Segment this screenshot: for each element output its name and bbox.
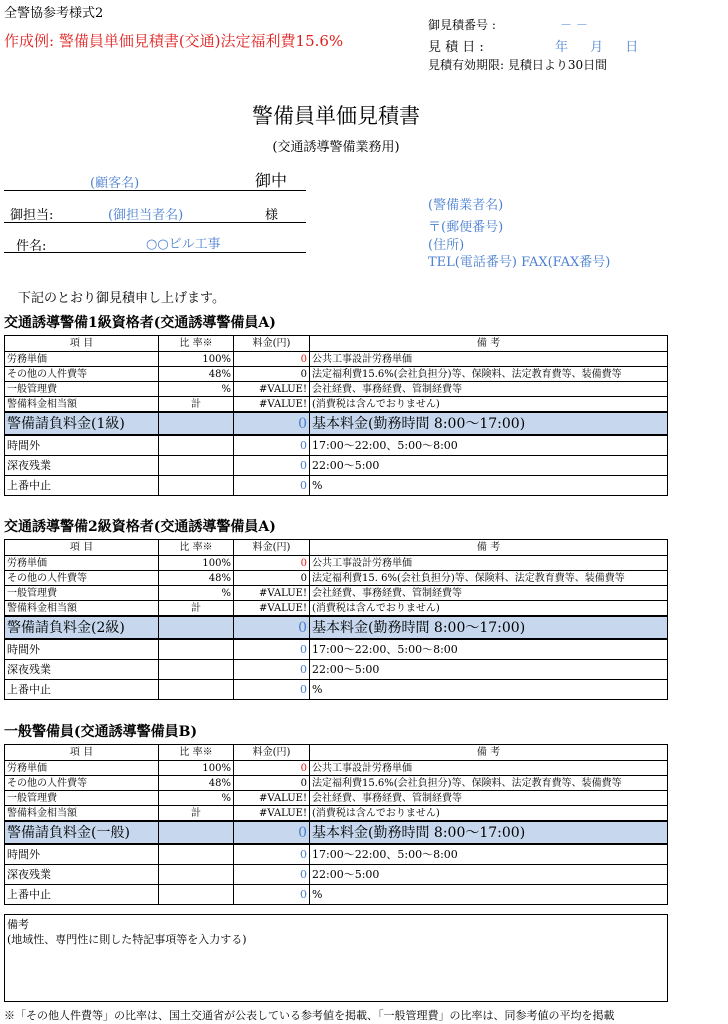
company-address[interactable]: (住所)	[428, 238, 465, 253]
table-row	[5, 791, 668, 806]
example-title: 作成例: 警備員単価見積書(交通)法定福利費15.6%	[4, 32, 344, 50]
ratio-cell[interactable]: 計	[159, 601, 234, 617]
extra-ratio-cell	[159, 885, 234, 905]
extra-item-cell: 深夜残業	[5, 456, 159, 476]
estimate-date-label: 見 積 日 :	[428, 40, 484, 55]
note-cell: 会社経費、事務経費、管制経費等	[310, 586, 668, 601]
note-cell: (消費税は含んでおりません)	[310, 806, 668, 822]
main-fee-note: 基本料金(勤務時間 8:00～17:00)	[310, 412, 668, 435]
main-fee-ratio	[159, 821, 234, 844]
header-row	[5, 540, 668, 556]
ratio-cell[interactable]: 計	[159, 397, 234, 413]
item-cell: 労務単価	[5, 761, 159, 776]
amount-cell: 0	[234, 352, 310, 367]
note-cell: 法定福利費15.6%(会社負担分)等、保険料、法定教育費等、装備費等	[310, 776, 668, 791]
remarks-label: 備考	[7, 918, 29, 931]
extra-ratio-cell	[159, 680, 234, 700]
main-fee-row	[5, 412, 668, 435]
note-cell: 法定福利費15.6%(会社負担分)等、保険料、法定教育費等、装備費等	[310, 367, 668, 382]
extra-fee-row	[5, 844, 668, 865]
note-cell: 法定福利費15. 6%(会社負担分)等、保険料、法定教育費等、装備費等	[310, 571, 668, 586]
extra-item-cell: 時間外	[5, 435, 159, 456]
note-cell: 公共工事設計労務単価	[310, 556, 668, 571]
extra-amount-cell[interactable]: 0	[234, 639, 310, 660]
amount-cell: 0	[234, 556, 310, 571]
ratio-cell[interactable]: %	[159, 791, 234, 806]
company-postal[interactable]: 〒(郵便番号)	[428, 220, 504, 235]
main-fee-item: 警備請負料金(2級)	[5, 616, 159, 639]
amount-cell: 0	[234, 367, 310, 382]
extra-item-cell: 時間外	[5, 844, 159, 865]
ratio-cell[interactable]: 48%	[159, 367, 234, 382]
note-cell: 公共工事設計労務単価	[310, 761, 668, 776]
amount-cell: #VALUE!	[234, 791, 310, 806]
extra-item-cell: 上番中止	[5, 680, 159, 700]
extra-item-cell: 上番中止	[5, 885, 159, 905]
section-title: 交通誘導警備1級資格者(交通誘導警備員A)	[4, 315, 276, 331]
main-fee-ratio	[159, 412, 234, 435]
column-header: 項 目	[5, 745, 159, 761]
extra-note-cell: 22:00～5:00	[310, 865, 668, 885]
subject-label: 件名:	[16, 239, 47, 254]
column-header: 備 考	[310, 336, 668, 352]
table-row	[5, 601, 668, 617]
extra-fee-row	[5, 680, 668, 700]
extra-amount-cell[interactable]: 0	[234, 844, 310, 865]
column-header: 比 率※	[159, 336, 234, 352]
ratio-cell[interactable]: %	[159, 586, 234, 601]
item-cell: その他の人件費等	[5, 571, 159, 586]
estimate-table	[4, 744, 668, 905]
note-cell: 公共工事設計労務単価	[310, 352, 668, 367]
main-fee-item: 警備請負料金(1級)	[5, 412, 159, 435]
subject-value[interactable]: ○○ビル工事	[146, 237, 221, 252]
validity-text: 見積有効期限: 見積日より30日間	[428, 58, 608, 72]
note-cell: 会社経費、事務経費、管制経費等	[310, 791, 668, 806]
contact-name-placeholder[interactable]: (御担当者名)	[108, 208, 184, 223]
ratio-cell[interactable]: %	[159, 382, 234, 397]
amount-cell: #VALUE!	[234, 397, 310, 413]
extra-note-cell: 17:00～22:00、5:00～8:00	[310, 639, 668, 660]
ratio-cell[interactable]: 100%	[159, 556, 234, 571]
amount-cell: #VALUE!	[234, 601, 310, 617]
table-row	[5, 806, 668, 822]
extra-amount-cell[interactable]: 0	[234, 865, 310, 885]
extra-fee-row	[5, 639, 668, 660]
extra-note-cell: %	[310, 476, 668, 496]
table-row	[5, 776, 668, 791]
remarks-hint: (地域性、専門性に則した特記事項等を入力する)	[7, 933, 247, 946]
extra-ratio-cell	[159, 639, 234, 660]
customer-suffix: 御中	[255, 171, 288, 190]
item-cell: 一般管理費	[5, 586, 159, 601]
table-row	[5, 382, 668, 397]
note-cell: (消費税は含んでおりません)	[310, 601, 668, 617]
section-title: 交通誘導警備2級資格者(交通誘導警備員A)	[4, 519, 276, 535]
note-cell: (消費税は含んでおりません)	[310, 397, 668, 413]
extra-ratio-cell	[159, 435, 234, 456]
company-phone-fax[interactable]: TEL(電話番号) FAX(FAX番号)	[428, 255, 611, 270]
column-header: 料金(円)	[234, 745, 310, 761]
remarks-box[interactable]	[4, 914, 668, 1002]
form-label: 全警協参考様式2	[4, 6, 104, 21]
item-cell: 労務単価	[5, 352, 159, 367]
ratio-cell[interactable]: 48%	[159, 571, 234, 586]
extra-fee-row	[5, 456, 668, 476]
extra-ratio-cell	[159, 476, 234, 496]
extra-note-cell: %	[310, 680, 668, 700]
extra-note-cell: 22:00～5:00	[310, 456, 668, 476]
extra-fee-row	[5, 660, 668, 680]
main-fee-row	[5, 821, 668, 844]
extra-note-cell: 17:00～22:00、5:00～8:00	[310, 435, 668, 456]
main-fee-amount[interactable]: 0	[234, 616, 310, 639]
amount-cell: #VALUE!	[234, 586, 310, 601]
column-header: 比 率※	[159, 540, 234, 556]
note-cell: 会社経費、事務経費、管制経費等	[310, 382, 668, 397]
ratio-cell[interactable]: 100%	[159, 352, 234, 367]
extra-item-cell: 上番中止	[5, 476, 159, 496]
estimate-table	[4, 539, 668, 700]
estimate-table	[4, 335, 668, 496]
extra-fee-row	[5, 885, 668, 905]
amount-cell: 0	[234, 571, 310, 586]
ratio-cell[interactable]: 計	[159, 806, 234, 822]
extra-fee-row	[5, 435, 668, 456]
ratio-cell[interactable]: 48%	[159, 776, 234, 791]
main-fee-row	[5, 616, 668, 639]
amount-cell: 0	[234, 761, 310, 776]
extra-fee-row	[5, 476, 668, 496]
extra-note-cell: 17:00～22:00、5:00～8:00	[310, 844, 668, 865]
table-row	[5, 352, 668, 367]
extra-amount-cell[interactable]: 0	[234, 456, 310, 476]
page-subtitle: (交通誘導警備業務用)	[272, 140, 400, 155]
header-row	[5, 745, 668, 761]
amount-cell: #VALUE!	[234, 806, 310, 822]
main-fee-amount[interactable]: 0	[234, 821, 310, 844]
item-cell: 一般管理費	[5, 382, 159, 397]
section-title: 一般警備員(交通誘導警備員B)	[4, 724, 198, 740]
extra-amount-cell[interactable]: 0	[234, 476, 310, 496]
extra-note-cell: %	[310, 885, 668, 905]
amount-cell: 0	[234, 776, 310, 791]
column-header: 比 率※	[159, 745, 234, 761]
main-fee-ratio	[159, 616, 234, 639]
ratio-cell[interactable]: 100%	[159, 761, 234, 776]
item-cell: 一般管理費	[5, 791, 159, 806]
extra-ratio-cell	[159, 844, 234, 865]
extra-amount-cell[interactable]: 0	[234, 435, 310, 456]
table-row	[5, 571, 668, 586]
extra-item-cell: 深夜残業	[5, 865, 159, 885]
extra-note-cell: 22:00～5:00	[310, 660, 668, 680]
column-header: 項 目	[5, 540, 159, 556]
item-cell: その他の人件費等	[5, 776, 159, 791]
amount-cell: #VALUE!	[234, 382, 310, 397]
main-fee-note: 基本料金(勤務時間 8:00～17:00)	[310, 616, 668, 639]
main-fee-item: 警備請負料金(一般)	[5, 821, 159, 844]
company-name[interactable]: (警備業者名)	[428, 198, 504, 213]
extra-amount-cell[interactable]: 0	[234, 680, 310, 700]
extra-item-cell: 時間外	[5, 639, 159, 660]
item-cell: 警備料金相当額	[5, 601, 159, 617]
item-cell: その他の人件費等	[5, 367, 159, 382]
item-cell: 警備料金相当額	[5, 806, 159, 822]
item-cell: 労務単価	[5, 556, 159, 571]
page-title: 警備員単価見積書	[252, 104, 420, 128]
extra-amount-cell[interactable]: 0	[234, 660, 310, 680]
header-row	[5, 336, 668, 352]
main-fee-amount[interactable]: 0	[234, 412, 310, 435]
column-header: 項 目	[5, 336, 159, 352]
column-header: 備 考	[310, 745, 668, 761]
item-cell: 警備料金相当額	[5, 397, 159, 413]
extra-ratio-cell	[159, 865, 234, 885]
footnote: ※「その他人件費等」の比率は、国土交通省が公表している参考値を掲載、「一般管理費」の比率は、同参考値の平均を掲載	[4, 1009, 615, 1022]
contact-suffix: 様	[265, 208, 279, 223]
extra-ratio-cell	[159, 456, 234, 476]
table-row	[5, 367, 668, 382]
extra-amount-cell[interactable]: 0	[234, 885, 310, 905]
table-row	[5, 556, 668, 571]
extra-item-cell: 深夜残業	[5, 660, 159, 680]
table-row	[5, 761, 668, 776]
table-row	[5, 586, 668, 601]
contact-label: 御担当:	[10, 208, 54, 223]
main-fee-note: 基本料金(勤務時間 8:00～17:00)	[310, 821, 668, 844]
customer-name-placeholder[interactable]: (顧客名)	[90, 176, 140, 191]
estimate-date-value[interactable]: 年 月 日	[555, 40, 639, 55]
estimate-number-label: 御見積番号 :	[428, 18, 496, 32]
extra-ratio-cell	[159, 660, 234, 680]
table-row	[5, 397, 668, 413]
extra-fee-row	[5, 865, 668, 885]
column-header: 料金(円)	[234, 336, 310, 352]
column-header: 料金(円)	[234, 540, 310, 556]
intro-text: 下記のとおり御見積申し上げます。	[18, 291, 225, 306]
estimate-number-value[interactable]: － －	[560, 18, 588, 32]
column-header: 備 考	[310, 540, 668, 556]
